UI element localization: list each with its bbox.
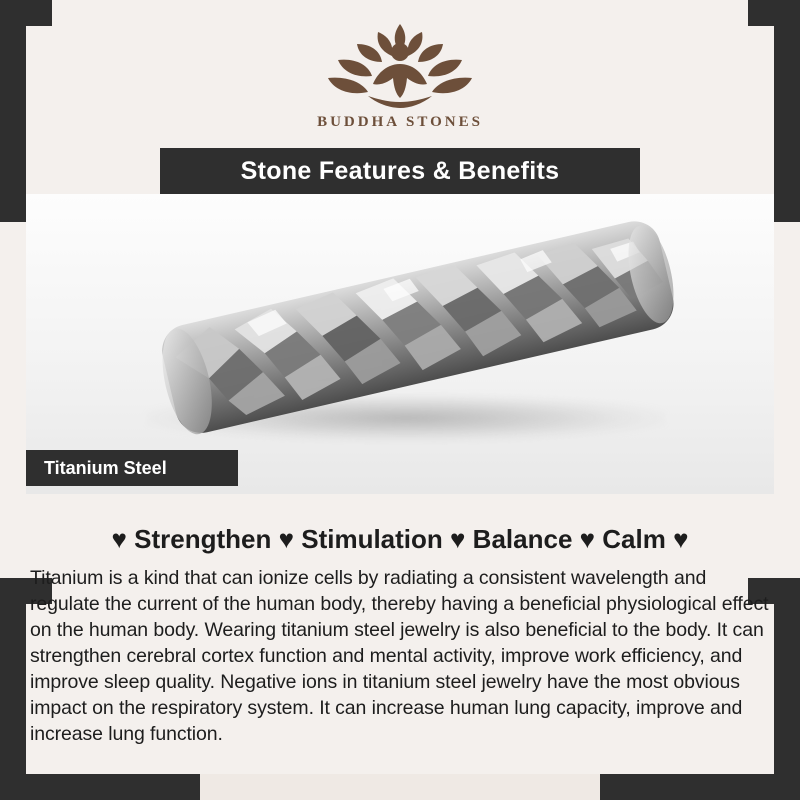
frame-corner-bottom-left-vertical — [0, 580, 26, 800]
benefits-headline: ♥ Strengthen ♥ Stimulation ♥ Balance ♥ Calm ♥ — [111, 524, 689, 554]
section-title-band — [160, 148, 640, 194]
titanium-crystal-illustration — [138, 194, 699, 489]
page-title: Stone Features & Benefits — [240, 156, 560, 185]
product-hero-image — [26, 194, 774, 494]
frame-bottom-strip-gap — [200, 774, 600, 800]
product-caption-bar — [26, 450, 238, 486]
product-name-label: Titanium Steel — [44, 457, 167, 478]
frame-corner-bottom-right-vertical — [774, 580, 800, 800]
description-text: Titanium is a kind that can ionize cells by radiating a consistent wavelength and regulate the current of the human body, thereby having a beneficial physiological effect on the human body. Wearing titanium steel jewelry is also beneficial to the body. It can strengthen cerebral cortex function and mental activity, improve work efficiency, and improve sleep quality. Negative ions in titanium steel jewelry have the most obvious impact on the respiratory system. It can increase human lung capacity, improve and increase lung function. — [30, 567, 769, 745]
lotus-meditation-icon — [310, 16, 490, 112]
brand-logo — [0, 16, 800, 131]
brand-name: BUDDHA STONES — [317, 114, 483, 130]
